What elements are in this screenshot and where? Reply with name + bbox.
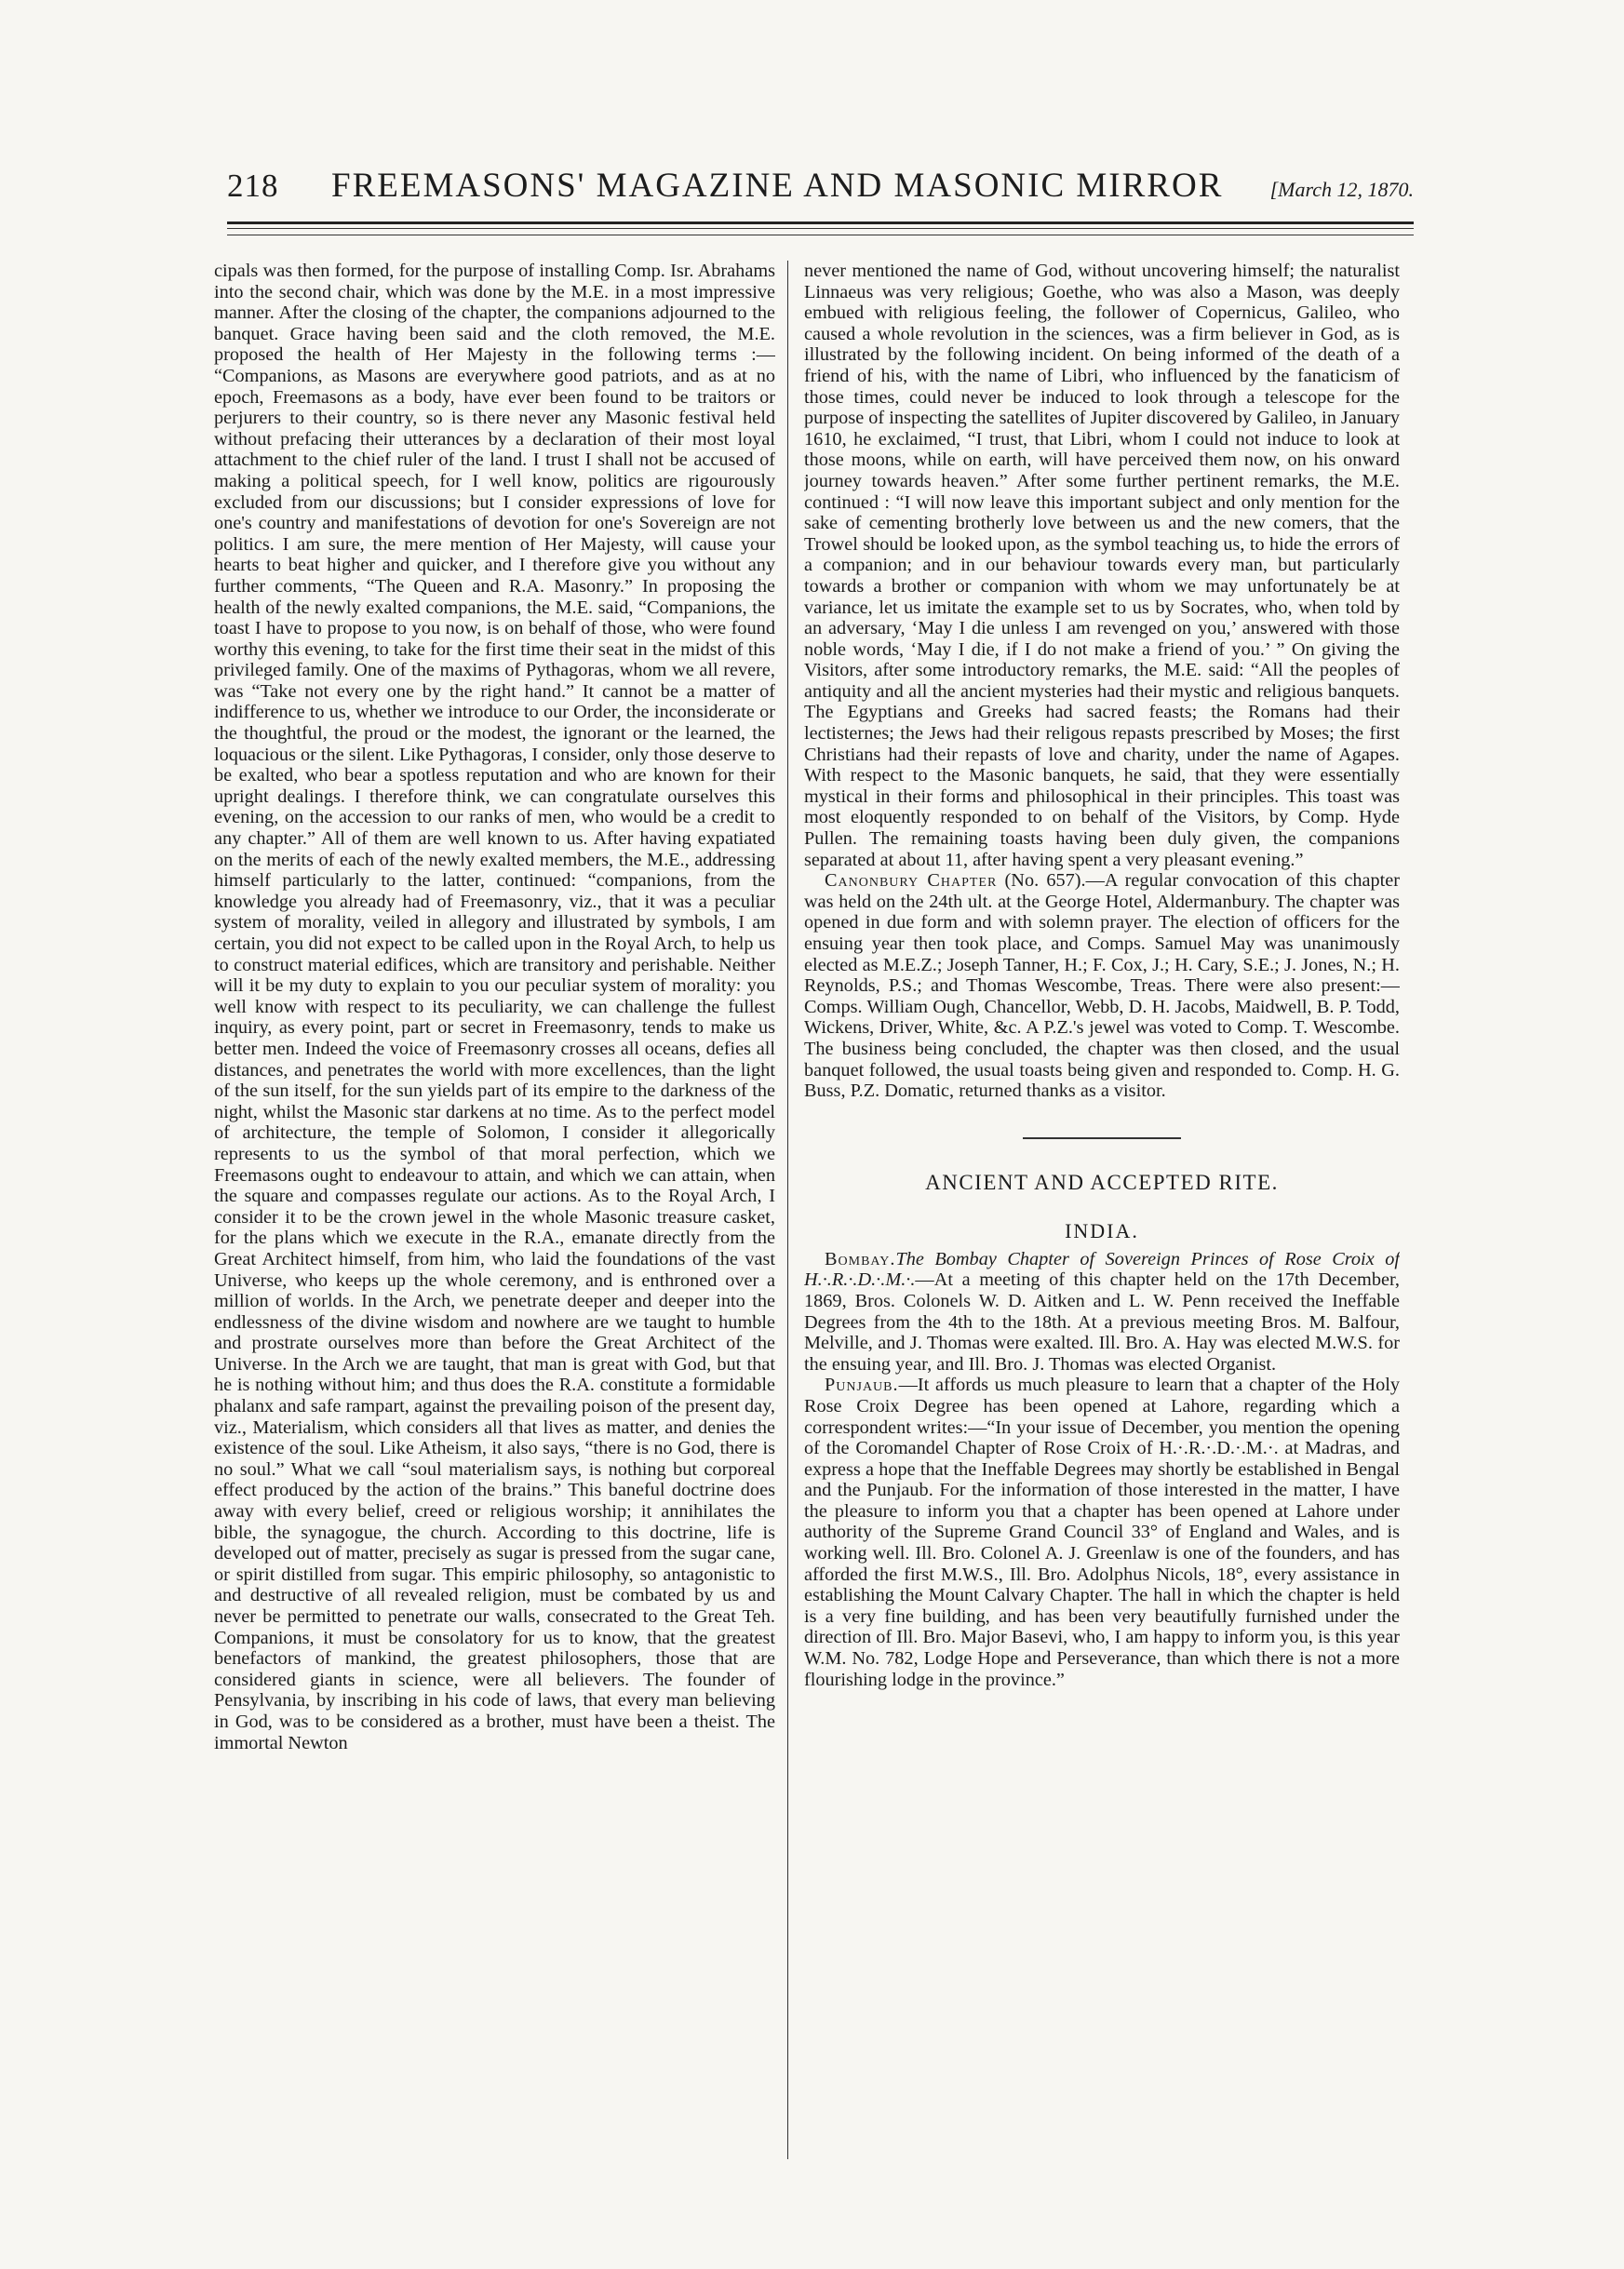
bombay-heading: Bombay. [825, 1248, 896, 1269]
header-rule-thick [227, 222, 1414, 224]
bombay-chapter-name: The Bombay Chapter of Sovereign Princes of Rose Croix of H.·.R.·.D.·.M.·. [804, 1248, 1400, 1291]
publication-title: FREEMASONS' MAGAZINE AND MASONIC MIRROR [331, 167, 1224, 205]
canonbury-paragraph [804, 870, 1400, 1102]
bombay-text: —At a meeting of this chapter held on the 17th December, 1869, Bros. Colonels W. D. Aitken and L. W. Penn received the Ineffable Degrees from the 4th to the 18th. At a previous meeting Bros. M. Balfour, Melville, and J. Thomas were exalted. Ill. Bro. A. Hay was elected M.W.S. for the ensuing year, and Ill. Bro. J. Thomas was elected Organist. [804, 1269, 1400, 1375]
page-number: 218 [227, 168, 279, 204]
header-rule-thin [227, 228, 1414, 229]
subsection-title: INDIA. [1065, 1218, 1139, 1242]
left-column [214, 261, 775, 2150]
punjaub-text: —It affords us much pleasure to learn that a chapter of the Holy Rose Croix Degree has been opened at Lahore, regarding which a correspondent writes:—“In your issue of December, you mention the opening of the Coromandel Chapter of Rose Croix of H.·.R.·.D.·.M.·. at Madras, and express a hope that the Ineffable Degrees may shortly be established in Bengal and the Punjaub. For the information of those interested in the matter, I have the pleasure to inform you that a chapter has been opened at Lahore under authority of the Supreme Grand Council 33° of England and Wales, and is working well. Ill. Bro. Colonel A. J. Greenlaw is one of the founders, and has afforded the first M.W.S., Ill. Bro. Adolphus Nicols, 18°, every assistance in establishing the Mount Calvary Chapter. The hall in which the chapter is held is a very fine building, and has been very beautifully furnished under the direction of Ill. Bro. Major Basevi, who, I am happy to inform you, is this year W.M. No. 782, Lodge Hope and Perseverance, than which there is not a more flourishing lodge in the province.” [804, 1375, 1400, 1690]
bombay-paragraph [804, 1249, 1400, 1376]
page-header [227, 166, 1414, 212]
section-title: ANCIENT AND ACCEPTED RITE. [925, 1170, 1279, 1194]
punjaub-heading: Punjaub. [825, 1375, 899, 1396]
continuation-paragraph: never mentioned the name of God, without uncovering himself; the naturalist Linnaeus was very religious; Goethe, who was also a Mason, was deeply embued with religious feeling, the follower of Copernicus, Galileo, who caused a whole revolution in the sciences, was a firm believer in God, as is illustrated by the following incident. On being informed of the death of a friend of his, with the name of Libri, who influenced by the fanaticism of those times, could never be induced to look through a telescope for the purpose of inspecting the satellites of Jupiter discovered by Galileo, in January 1610, he exclaimed, “I trust, that Libri, whom I could not induce to look at those moons, while on earth, will have perceived them now, on his onward journey towards heaven.” After some further pertinent remarks, the M.E. continued : “I will now leave this important subject and only mention for the sake of cementing brotherly love between us and the new comers, that the Trowel should be looked upon, as the symbol teaching us, to hide the errors of a companion; and in our behaviour towards every man, but particularly towards a brother or companion with whom we may unfortunately be at variance, let us imitate the example set to us by Socrates, who, when told by an adversary, ‘May I die unless I am revenged on you,’ answered with those noble words, ‘May I die, if I do not make a friend of you.’ ” On giving the Visitors, after some introductory remarks, the M.E. said: “All the peoples of antiquity and all the ancient mysteries had their mystic and religious banquets. The Egyptians and Greeks had sacred feasts; the Romans had their lectisternes; the Jews had their religous repasts prescribed by Moses; the first Christians had their repasts of love and charity, under the name of Agapes. With respect to the Masonic banquets, he said, that they were essentially mystical in their forms and philosophical in their principles. This toast was most eloquently responded to on behalf of the Visitors, by Comp. Hyde Pullen. The remaining toasts having been duly given, the companions separated at about 11, after having spent a very pleasant evening.” [804, 261, 1400, 870]
right-column [804, 261, 1400, 2150]
left-column-text: cipals was then formed, for the purpose of installing Comp. Isr. Abrahams into the second chair, which was done by the M.E. in a most impressive manner. After the closing of the chapter, the companions adjourned to the banquet. Grace having been said and the cloth removed, the M.E. proposed the health of Her Majesty in the following terms :— “Companions, as Masons are everywhere good patriots, and as at no epoch, Freemasons as a body, have ever been found to be traitors or perjurers to their country, so is there never any Masonic festival held without prefacing their utterances by a declaration of their most loyal attachment to the chief ruler of the land. I trust I shall not be accused of making a political speech, for I well know, politics are rigourously excluded from our discussions; but I consider expressions of love for one's country and manifestations of devotion for one's Sovereign are not politics. I am sure, the mere mention of Her Majesty, will cause your hearts to beat higher and quicker, and I therefore give you without any further comments, “The Queen and R.A. Masonry.” In proposing the health of the newly exalted companions, the M.E. said, “Companions, the toast I have to propose to you now, is on behalf of those, who were found worthy this evening, to take for the first time their seat in the midst of this privileged family. One of the maxims of Pythagoras, whom we all revere, was “Take not every one by the right hand.” It cannot be a matter of indifference to us, whether we introduce to our Order, the inconsiderate or the thoughtful, the proud or the modest, the ignorant or the learned, the loquacious or the silent. Like Pythagoras, I consider, only those deserve to be exalted, who bear a spotless reputation and who are known for their upright dealings. I therefore think, we can congratulate ourselves this evening, on the accession to our ranks of men, who would be a credit to any chapter.” All of them are well known to us. After having expatiated on the merits of each of the newly exalted members, the M.E., addressing himself particularly to the latter, continued: “companions, from the knowledge you already had of Freemasonry, viz., that it was a peculiar system of morality, veiled in allegory and illustrated by symbols, I am certain, you did not expect to be called upon in the Royal Arch, to help us to construct material edifices, which are transitory and perishable. Neither will it be my duty to explain to you our peculiar system of morality: you well know with respect to its peculiarity, we can challenge the fullest inquiry, as every point, part or secret in Freemasonry, tends to make us better men. Indeed the voice of Freemasonry crosses all oceans, defies all distances, and penetrates the world with more excellences, than the light of the sun itself, for the sun yields part of its empire to the darkness of the night, whilst the Masonic star darkens at no time. As to the perfect model of architecture, the temple of Solomon, I consider it allegorically represents to us the symbol of that moral perfection, which we Freemasons ought to endeavour to attain, and which we can attain, when the square and compasses regulate our actions. As to the Royal Arch, I consider it to be the crown jewel in the whole Masonic treasure casket, for the plans which we execute in the R.A., emanate directly from the Great Architect himself, from him, who laid the foundations of the vast Universe, who keeps up the whole ceremony, and is enthroned over a million of worlds. In the Arch, we penetrate deeper and deeper into the endlessness of the divine wisdom and nowhere are we taught to humble and prostrate ourselves more than before the Great Architect of the Universe. In the Arch we are taught, that man is great with God, but that he is nothing without him; and thus does the R.A. constitute a formidable phalanx and safe rampart, against the prevailing poison of the present day, viz., Materialism, which considers all that lives as matter, and denies the existence of the soul. Like Atheism, it also says, “there is no God, there is no soul.” What we call “soul materialism says, is nothing but corporeal effect produced by the action of the brains.” This baneful doctrine does away with every belief, creed or religious worship; it annihilates the bible, the synagogue, the church. According to this doctrine, life is developed out of matter, precisely as sugar is pressed from the sugar cane, or spirit distilled from sugar. This empiric philosophy, so antagonistic to and destructive of all revealed religion, must be combated by us and never be permitted to penetrate our walls, consecrated to the Great Teh. Companions, it must be consolatory for us to know, that the greatest benefactors of mankind, the greatest philosophers, those that are considered giants in science, were all believers. The founder of Pensylvania, by inscribing in his code of laws, that every man believing in God, was to be considered as a brother, must have been a theist. The immortal Newton [214, 261, 775, 1753]
punjaub-paragraph [804, 1375, 1400, 1690]
section-divider [1023, 1137, 1181, 1139]
canonbury-text: (No. 657).—A regular convocation of this chapter was held on the 24th ult. at the George Hotel, Aldermanbury. The chapter was opened in due form and with solemn prayer. The election of officers for the ensuing year then took place, and Comps. Samuel May was unanimously elected as M.E.Z.; Joseph Tanner, H.; F. Cox, J.; H. Cary, S.E.; J. Jones, N.; H. Reynolds, P.S.; and Thomas Wescombe, Treas. There were also present:—Comps. William Ough, Chancellor, Webb, D. H. Jacobs, Maidwell, B. P. Todd, Wickens, Driver, White, &c. A P.Z.'s jewel was voted to Comp. T. Wescombe. The business being concluded, the chapter was then closed, and the usual banquet followed, the usual toasts being given and responded to. Comp. H. G. Buss, P.Z. Domatic, returned thanks as a visitor. [804, 870, 1400, 1102]
canonbury-heading: Canonbury Chapter [825, 870, 998, 892]
column-divider [787, 261, 788, 2159]
issue-date: [March 12, 1870. [1269, 178, 1414, 201]
